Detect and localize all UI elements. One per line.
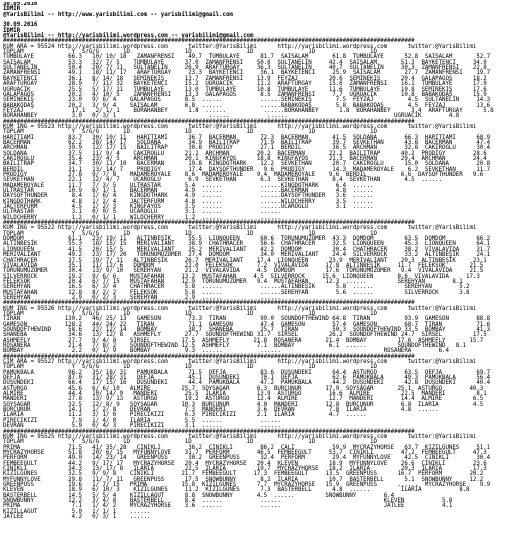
document-page <box>3 2 525 536</box>
document-header: 30.09.2016 İDMİR @YarisBilimi -- http://www.yarisbilimi.com -- yarisbilimi@gmail.com 30.09.2016 İDMİR @YarisBilimi -- http://yarisbilimi.wordpress.com -- yarisbilimi@gmail.com <box>3 2 254 40</box>
race-table-3: ######################################################################################################################## KUM ING = 95522 http://yarisbilimi.wordpress.com twitter:@YarisBilimi http://yarisbilimi.wordpress.com twitter:@YarisBilimi TOPLAM Y S/G/G 1D 1D 1D 1D 1D DOMDOM 61.1 23/ 19/ 11 ALTINBEŞİK 55.5 LIONQUEEN 60.6 TORUNUMUZOMER 43.3 DOMDOM 63.5 DOMDOM 66.2 ALTINBEŞİK 55.3 18/ 15/ 15 MERIVALIANT 38.9 CHATHRACER 56.6 CHATHRACER 32.5 LIONQUEEN 45.3 LIONQUEEN 64.1 LIONQUEEN 41.5 20/ 15/ 5 MERIVALIANT 35.2 MERIVALIANT 42.2 DOMDOM 30.4 CHATHRACER 38.2 VIVALAVIDA 31.7 MERIVALIANT 49.2 23/ 17/ 20 TORUNUMUZOMER 27.4 DOMDOM 34.0 MERIVALIANT 24.4 SILVERROCK 33.2 ALTINBEŞİK 24.1 CHATHRACER 37.5 19/ 7/ 11 ALTINBEŞİK 26.7 MERIVALIANT 17.4 LIONQUEEN 23.9 MERIVALIANT 20.3 ALTINBEŞİK 23.1 VIVALAVIDA 35.1 11/ 12/ 6 DOMDOM 22.0 FELEKSOK 7.2 VIVALAVIDA 17.8 ALTINBEŞİK 11.7 FELEKSOK 21.5 TORUNUMUZOMER 30.4 13/ 9/ 10 SEREHYAN 21.2 VIVALAVIDA 4.5 DOMDOM 17.6 TORUNUMUZOMER 9.4 VIVALAVIDA 21.5 SILVERROCK 19.2 9/ 6/ 6 MUSTAFAHAN 13.2 MUSTAFAHAN 4.5 SILVERROCK 15.6 LIONQUEEN 8.6 VIVALAVIDA 17.3 FELEKSOK 20.4 6/ 7/ 15 MUSTAFAHAN 12.9 TORUNUMUZOMER 9.4 MUSTAFAHAN 12.3 ...... SEREHYAN 8.1 SEREHYAN 16.5 6/ 3/ 4 CHATHRACER 5.8 ...... ......ALTINBEŞİK 5.8 ...... SEREHYAN 5.2 MUSTAFAHAN 12.8 8/ 2/ 2 FELEKSOK 5.8 ...... ......SEREHYAN 5.6 ...... SILVERROCK 3.8 SEREHYAN 2.9 0/ 2/ 3 SEREHYAN 2.9 ...... ...... <box>3 220 491 301</box>
race-table-1: ######################################################################################################################## KUM ARA = 95524 http://yarisbilimi.wordpress.com twitter:@YarisBilimi http://yarisbilimi.wordpress.com twitter:@YarisBilimi TOPLAM Y S/G/G 1D 1D 1D 1D 1D TUMBULAYE 66.3 10/ 10/ 18 ZAMANFRENSI 49.7 TUMBULAYE 81.7 SAISALAM 61.8 TUMBULAYE 52.8 SAISALAM 52.7 SAISALAM 53.3 32/ 7/ 5 TUMBULAYE 37.0 ZAMANFRENSI 50.6 SULTANELİN 42.4 SAISALAM 51.3 BAYKETENCI 34.0 SULTANELİN 50.4 20/ 7/ 11 SULTANELİN 26.9 ARAFTURGAY 36.3 SULTANELİN 40.7 SULTANELİN 30.3 ZAMANFRENSI 22.8 ZAMANFRENSI 49.1 18/ 11/ 17 ARAFTURGAY 23.3 BAYKETENCI 36.1 BAYKETENCI 25.9 SAISALAM 27.7 ZAMANFRENSI 19.7 BAYKETENCI 36.1 8/ 14/ 18 SEMINEKIŞ 13.7 ZAMANFRENSI 13.9 FEYZAJ 20.6 SEMINEKIŞ 20.4 GALAPAGOS 18.2 ARAFTURGAY 28.9 7/ 11/ 32 BAYKETENCI 15.2 UGRUACIK 11.2 ARAFTURGAY 15.6 ZAMANFRENSI 16.1 TUMBULAYE 17.9 UGRUACIK 25.5 5/ 17/ 11 TUMBULAYE 13.0 TUMBULAYE 10.8 TUMBULAYE 11.6 TUMBULAYE 10.8 SEMINEKIŞ 17.6 GALAPAGOS 20.2 4/ 10/ 5 ZAMANFRENSI 13.3 GALAPAGOS 8.5 ZAMANFRENSI 7.7 UGRUACIK 10.8 BABAKODAŞ 15.9 SEMINEKIŞ 23.0 9/ 6/ 4 GALAPAGOS 8.5 ...... ......SEMINEKIŞ 7.5 FEYZAJ 4.5 SULTANELİN 14.3 BABAKODAŞ 20.2 3/ 9/ 4 SAISALAM 6.8 ...... ......BABAKODAŞ 5.8 BABAKODAŞ 4.5 FEYZAJ 13.6 FEYZAJ 17.1 2/ 1/ 1 BORAHANBEY 1.8 ...... ......BORAHANBEY 1.8 BORAHANBEY 3.4 ARAFTURGAY 5.8 BORAHANBEY 3.0 0/ 3/ 1 ...... ...... UGRUACIK 4.8 <box>3 38 494 120</box>
race-tables <box>3 39 525 520</box>
race-table-6: ######################################################################################################################## KUM ING = 95525 http://yarisbilimi.wordpress.com twitter:@YarisBilimi http://yarisbilimi.wordpress.com twitter:@YarisBilimi TOPLAM Y S/G/G 1D 1D 1D 1D 1D PRIMA 71.5 41/ 35/ 28 CINIKLI 36.2 CINIKLI 86.2 CALI 59.9 MYCRAZYHORSE 63.7 KIZILGUNES 51.1 MYCRAZYHORSE 51.8 20/ 6/ 15 MYFUNNYLOVE 31.7 PERFORM 46.5 FEMBEEGULT 53.7 CINIKLI 47.2 FEMBEEGULT 47.3 PERFORM 49.0 14/ 23/ 14 GREENPUSS 30.2 GREENPUSS 32.4 PERFORM 29.4 MYFUNNYLOVE 42.5 CINIKLI 30.4 FEMBEEGULT 44.2 9/ 17/ 17 MYCRAZYHORSE 20.4 MYCRAZYHORSE 20.4 KLEVEN 18.9 MYFUNNYLOVE 26.6 CINIKLI 23.6 CINIKLI 34.3 13/ 17/ 8 ILARIA 22.5 ILARIA 19.7 MYCRAZYHORSE 18.2 ILARIA 20.3 ILARIA 17.3 KIZILGUNES 32.5 9/ 9/ 8 CINIKLI 21.7 FEMBEEGULT 17.3 FEMBEEGULT 13.5 GREENPUSS 16.7 PERFORM 20.2 MYFUNNYLOVE 29.8 11/ 7/ 11 GREENPUSS 17.5 SNOWBUNNY 8.2 ILARIA 10.7 BASTERBELL 5.1 SNOWBUNNY 12.2 GREENPUSS 19.6 1/ 7/ 15 PRIMA 15.8 KIZILGUNES 7.7 MYCRAZYHORSE 15.9 GREENPUSS ...... MYCRAZYHORSE 9.9 KLEVEN 18.9 6/ 10/ 3 KIZILGUNES 11.2 KIZILGUNES 7.3 BASTERBELL 4.8 ...... ILARIA 8.8 BASTERBELL 14.5 5/ 5/ 4 KIZILLAGUT 8.8 SNOWBUNNY 4.5 ...... SNOWBUNNY 6.4 SNOWBUNNY 12.2 3/ 4/ 8 BASTERBELL 8.4 ...... ...... KLEVEN 5.8 PRIMA 7.1 1/ 4/ 2 MYCRAZYHORSE 3.6 ...... ...... JATLEE 4.1 KIZILLAGUT 5.0 1/ 1/ 1 ...... JATLEE 4.2 0/ 3/ 1 ...... <box>3 428 491 520</box>
race-table-4: ######################################################################################################################## KUM ING = 95526 http://yarisbilimi.wordpress.com twitter:@YarisBilimi http://yarisbilimi.wordpress.com twitter:@YarisBilimi TOPLAM Y S/G/G 1D 1D 1D 1D 1D TIRAN 130.2 46/ 25/ 13 GAMESON 73.3 TIRAN 99.0 SOUNDOFTHEWIND 64.8 TIRAN 93.9 GAMESON 88.8 GAMESON 128.2 44/ 24/ 22 TIRAN 71.1 GAMESON 47.4 GAMESON 57.4 GAMESON 68.7 TIRAN 71.6 SOUNDOFTHEWIND 58.6 22/ 12/ 14 BOMBAY 38.7 SHANEBA 25.7 TIRAN 50.3 SOUNDOFTHEWIND 33.5 BOMBAY 41.3 SHANEBA 34.6 13/ 12/ 8 ASHMEFLY 27.7 SOUNDOFTHEWIND 31.7 SIRSEL 26.2 SOUNDOFTHEWIND 24.7 SIRSEL 17.5 ASHMEFLY 27.7 9/ 4/ 8 SIRSEL 17.5 ASHMEFLY 21.8 ROSANERA 21.4 BOMBAY 17.6 ASHMEFLY 15.7 ROSANERA 21.4 7/ 8/ 2 SOUNDOFTHEWIND 12.5 ASHMEFLY 7.1 BOMBAY 6.1 ...... SOUNDOFTHEWIND 8.1 BOMBAY 2.2 0/ 1/ 9 BOMBAY 9.3 ...... ...... ROSANERA 6.4 <box>3 300 491 355</box>
race-table-2: ######################################################################################################################## KUM ING = 95523 http://yarisbilimi.wordpress.com twitter:@YarisBilimi http://yarisbilimi.wordpress.com twitter:@YarisBilimi TOPLAM Y S/G/G 1D 1D 1D 1D 1D HARITIAMI 83.7 30/ 10/ 11 HARITIAMI 36.7 BACERMAN 72.3 BACERMAN 41.5 SOLDANA 66.3 HARITIAMI 68.9 BACERMAN 62.2 28/ 14/ 17 SOLDANA 34.9 BAILITRAP 71.9 BAILITRAP 39.7 SEVKETHAN 43.8 BACERMAN 47.4 ARCHMAN 39.9 12/ 17/ 15 BAILITRAP 30.8 PRODIGY 27.1 BERDIL 36.5 ARCHMAN 32.8 CAKIROGLU 30.4 SOLDANA 37.5 11/ 9/ 4 CAKIROGLU 21.1 ARCHMAN 20.2 BACERMAN 22.2 BAILITRAP 40.2 PRODIGY 28.6 CAKIROGLU 35.4 23/ 4/ 5 ARCHMAN 20.1 KINGFAYOS 18.8 KINGFAYOS 21.3 BACERMAN 29.4 ARCHMAN 24.4 BAILITRAP 34.7 30/ 11/ 10 BACERMAN 19.8 KINGDOTHARK 12.2 SEVKETHAN 20.7 CAKIROGLU 15.0 SOLDANA 20.8 BERDIL 31.1 13/ 14/ 7 PRODIGY 17.4 DAYSOFTHUNDER 9.6 PRODIGY 14.3 MADAMEROYALE 6.2 SEVKETHAN 11.7 PRODIGY 27.8 9/ 7/ 8 MADAMEROYALE 8.6 MADAMEROYALE 9.4 MADAMEROYALE 9.6 BERDIL 6.6 DAYSOFTHUNDER 9.6 SEVKETHAN 22.1 12/ 4/ 7 UCAROGLU 6.9 SEVKETHAN 6.3 SEVKETHAN 8.4 SEVKETHAN 4.5 ...... MADAMEROYALE 11.7 7/ 3/ 5 ULTRASTAR 5.4 ...... ......KINGDOTHARK 6.4 ...... ULTRASTAR 10.9 6/ 1/ 1 BACERMAN 4.9 ...... ......BACERMAN 4.8 ...... DAYSOFTHUNDER 8.4 1/ 6/ 4 KINGDOTHARK 4.9 ...... ......DAYSOFTHUNDER 3.6 ...... KINGDOTHARK 4.8 1/ 2/ 4 JACTERFURM 4.8 ...... ......WILDCHERRY 3.5 ...... JACTERFURM 4.5 1/ 2/ 3 KINGFAYOS 3.5 ...... ......UCAROGLU 3.1 ...... ULTRASTAR 3.1 0/ 0/ 5 UCAROGLU 3.1 ...... ...... WILDCHERRY 1.2 0/ 1/ 1 WILDCHERRY 1.2 ...... ...... <box>3 118 491 221</box>
race-table-5: ######################################################################################################################## CIM ARA = 95527 http://yarisbilimi.wordpress.com twitter:@YarisBilimi http://yarisbilimi.wordpress.com twitter:@YarisBilimi TOPLAM Y S/G/G 1D 1D 1D 1D 1D PAMUKBALA 96.2 35/ 18/ 31 PAMUKBALA 71.5 OEFJA 83.6 DUŞUNDEKI 64.4 ASTURGO 63.5 OEFJA 69.7 OEFJA 87.0 31/ 28/ 31 OEFJA 45.1 DUŞUNDEKI 70.1 OEFJA 62.6 PAMUKBALA 49.3 PAMUKBALA 56.4 DUŞUNDEKI 66.4 17/ 15/ 16 DUŞUNDEKI 44.4 PAMUKBALA 47.2 PAMUKBALA 44.2 DUŞUNDEKI 42.8 DUŞUNDEKI 40.4 ASTURGO 45.6 6/ 6/ 10 ALMIRE 25.7 SOYSAGAR 6.3 BURCUNUR 17.9 SOYSAGAR 25.1 ASTURGO 40.3 ALMIRE 44.4 10/ 14/ 9 MANDERI 25.5 ILARIA 13.9 ASTURGO 16.6 ALMIRE 22.5 MANDERI 8.1 MANDERI 27.8 13/ 9/ 13 ASTURGO 19.2 ASTURGO 12.4 ALMIRE 12.7 MANDERI 14.4 ALMIRE 6.5 SOYSAGAR 32.5 12/ 8/ 9 SOYSAGAR 10.3 BURCUNUR 4.0 MANDERI 12.8 BURCUNUR 6.8 ILARIA 4.5 BURCUNUR 14.1 1/ 2/ 8 DEVRAN 7.3 MANDERI 3.6 DEVRAN 7.8 ILARIA 4.8 ...... ILARIA 11.2 3/ 1/ 6 PIRECIKIZI 6.3 PIRECIKIZI 2.1 ILARIA 4.7 ...... PIRECIKIZI 7.9 1/ 4/ 0 ILARIA 5.5 ...... ...... DEVRAN 5.9 0/ 4/ 3 PIRECIKIZI 3.1 ...... ...... <box>3 353 491 430</box>
